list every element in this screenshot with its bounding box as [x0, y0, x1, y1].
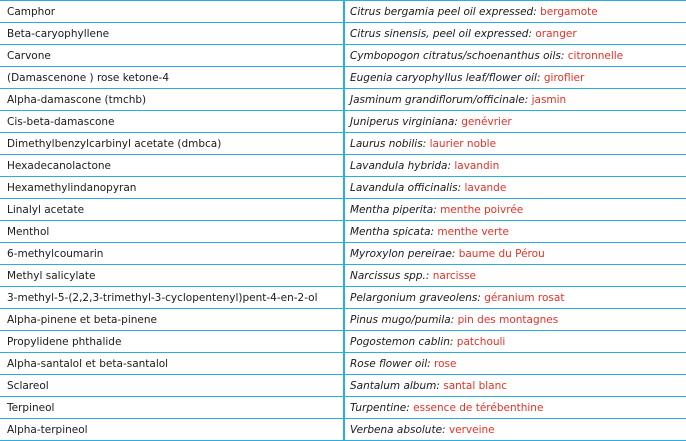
latin-name: Santalum album [350, 379, 437, 392]
table-row [0, 243, 686, 265]
separator: : [450, 313, 458, 326]
plant-cell [344, 331, 686, 353]
plant-cell [344, 89, 686, 111]
plant-cell [344, 177, 686, 199]
table-row [0, 265, 686, 287]
substance-cell: Dimethylbenzylcarbinyl acetate (dmbca) [0, 133, 344, 155]
separator: : [436, 379, 444, 392]
table-row [0, 375, 686, 397]
latin-name: Eugenia caryophyllus leaf/flower oil [350, 71, 537, 84]
latin-name: Pinus mugo/pumila [350, 313, 451, 326]
french-name: santal blanc [443, 379, 508, 392]
latin-name: Mentha spicata [350, 225, 431, 238]
latin-name: Turpentine [350, 401, 407, 414]
french-name: pin des montagnes [457, 313, 559, 326]
french-name: essence de térébenthine [413, 401, 544, 414]
table-row [0, 23, 686, 45]
table-row [0, 309, 686, 331]
substance-cell: Alpha-santalol et beta-santalol [0, 353, 344, 375]
separator: : [447, 159, 455, 172]
french-name: oranger [535, 27, 577, 40]
plant-cell [344, 133, 686, 155]
separator: : [406, 401, 414, 414]
plant-cell [344, 67, 686, 89]
separator: : [422, 137, 430, 150]
substance-cell: Menthol [0, 221, 344, 243]
separator: : [433, 203, 441, 216]
separator: : [457, 181, 465, 194]
separator: : [560, 49, 568, 62]
latin-name: Citrus sinensis, peel oil expressed [350, 27, 529, 40]
french-name: baume du Pérou [458, 247, 545, 260]
substance-cell: Linalyl acetate [0, 199, 344, 221]
plant-cell [344, 199, 686, 221]
french-name: citronnelle [567, 49, 624, 62]
substance-cell: Sclareol [0, 375, 344, 397]
table-row [0, 177, 686, 199]
latin-name: Narcissus spp. [350, 269, 426, 282]
table-row [0, 199, 686, 221]
substance-cell: Cis-beta-damascone [0, 111, 344, 133]
table-row [0, 111, 686, 133]
table-row [0, 45, 686, 67]
french-name: menthe verte [437, 225, 509, 238]
plant-cell [344, 221, 686, 243]
latin-name: Juniperus virginiana [350, 115, 455, 128]
french-name: genévrier [461, 115, 512, 128]
substance-cell: Propylidene phthalide [0, 331, 344, 353]
table-row [0, 221, 686, 243]
latin-name: Cymbopogon citratus/schoenanthus oils [350, 49, 561, 62]
table-row [0, 397, 686, 419]
separator: : [425, 269, 433, 282]
french-name: verveine [448, 423, 495, 436]
french-name: bergamote [540, 5, 598, 18]
table-body [0, 1, 686, 441]
french-name: rose [434, 357, 457, 370]
table-row [0, 1, 686, 23]
french-name: géranium rosat [484, 291, 565, 304]
plant-cell [344, 45, 686, 67]
separator: : [477, 291, 485, 304]
plant-cell [344, 243, 686, 265]
latin-name: Pogostemon cablin [350, 335, 450, 348]
plant-cell [344, 375, 686, 397]
plant-cell [344, 353, 686, 375]
table-row [0, 287, 686, 309]
separator: : [524, 93, 532, 106]
french-name: lavande [464, 181, 507, 194]
separator: : [427, 357, 435, 370]
french-name: narcisse [432, 269, 477, 282]
separator: : [454, 115, 462, 128]
substance-cell: 6-methylcoumarin [0, 243, 344, 265]
separator: : [536, 71, 544, 84]
substance-cell: Alpha-terpineol [0, 419, 344, 441]
plant-cell [344, 265, 686, 287]
substance-cell: Hexamethylindanopyran [0, 177, 344, 199]
table-row [0, 89, 686, 111]
substance-cell: Hexadecanolactone [0, 155, 344, 177]
substance-cell: Carvone [0, 45, 344, 67]
substance-cell: Alpha-pinene et beta-pinene [0, 309, 344, 331]
french-name: giroflier [543, 71, 585, 84]
substance-cell: Beta-caryophyllene [0, 23, 344, 45]
substance-cell: Alpha-damascone (tmchb) [0, 89, 344, 111]
latin-name: Verbena absolute [350, 423, 443, 436]
latin-name: Lavandula officinalis [350, 181, 458, 194]
latin-name: Myroxylon pereirae [350, 247, 452, 260]
latin-name: Mentha piperita [350, 203, 434, 216]
separator: : [533, 5, 541, 18]
french-name: lavandin [454, 159, 500, 172]
latin-name: Pelargonium graveolens [350, 291, 478, 304]
substance-cell: (Damascenone ) rose ketone-4 [0, 67, 344, 89]
latin-name: Citrus bergamia peel oil expressed [350, 5, 534, 18]
plant-cell [344, 1, 686, 23]
french-name: patchouli [456, 335, 506, 348]
substance-cell: Terpineol [0, 397, 344, 419]
latin-name: Laurus nobilis [350, 137, 423, 150]
plant-cell [344, 309, 686, 331]
separator: : [430, 225, 438, 238]
french-name: laurier noble [429, 137, 497, 150]
plant-cell [344, 397, 686, 419]
french-name: jasmin [531, 93, 567, 106]
table-row [0, 331, 686, 353]
plant-cell [344, 155, 686, 177]
plant-cell [344, 23, 686, 45]
substance-cell: Camphor [0, 1, 344, 23]
table-row [0, 353, 686, 375]
french-name: menthe poivrée [440, 203, 524, 216]
separator: : [449, 335, 457, 348]
plant-cell [344, 287, 686, 309]
plant-cell [344, 111, 686, 133]
substance-cell: Methyl salicylate [0, 265, 344, 287]
table-row [0, 133, 686, 155]
table-row [0, 67, 686, 89]
latin-name: Jasminum grandiflorum/officinale [350, 93, 525, 106]
table-row [0, 155, 686, 177]
separator: : [442, 423, 449, 436]
substance-cell: 3-methyl-5-(2,2,3-trimethyl-3-cyclopentenyl)pent-4-en-2-ol [0, 287, 344, 309]
latin-name: Rose flower oil [350, 357, 428, 370]
separator: : [451, 247, 459, 260]
separator: : [528, 27, 536, 40]
latin-name: Lavandula hybrida [350, 159, 448, 172]
